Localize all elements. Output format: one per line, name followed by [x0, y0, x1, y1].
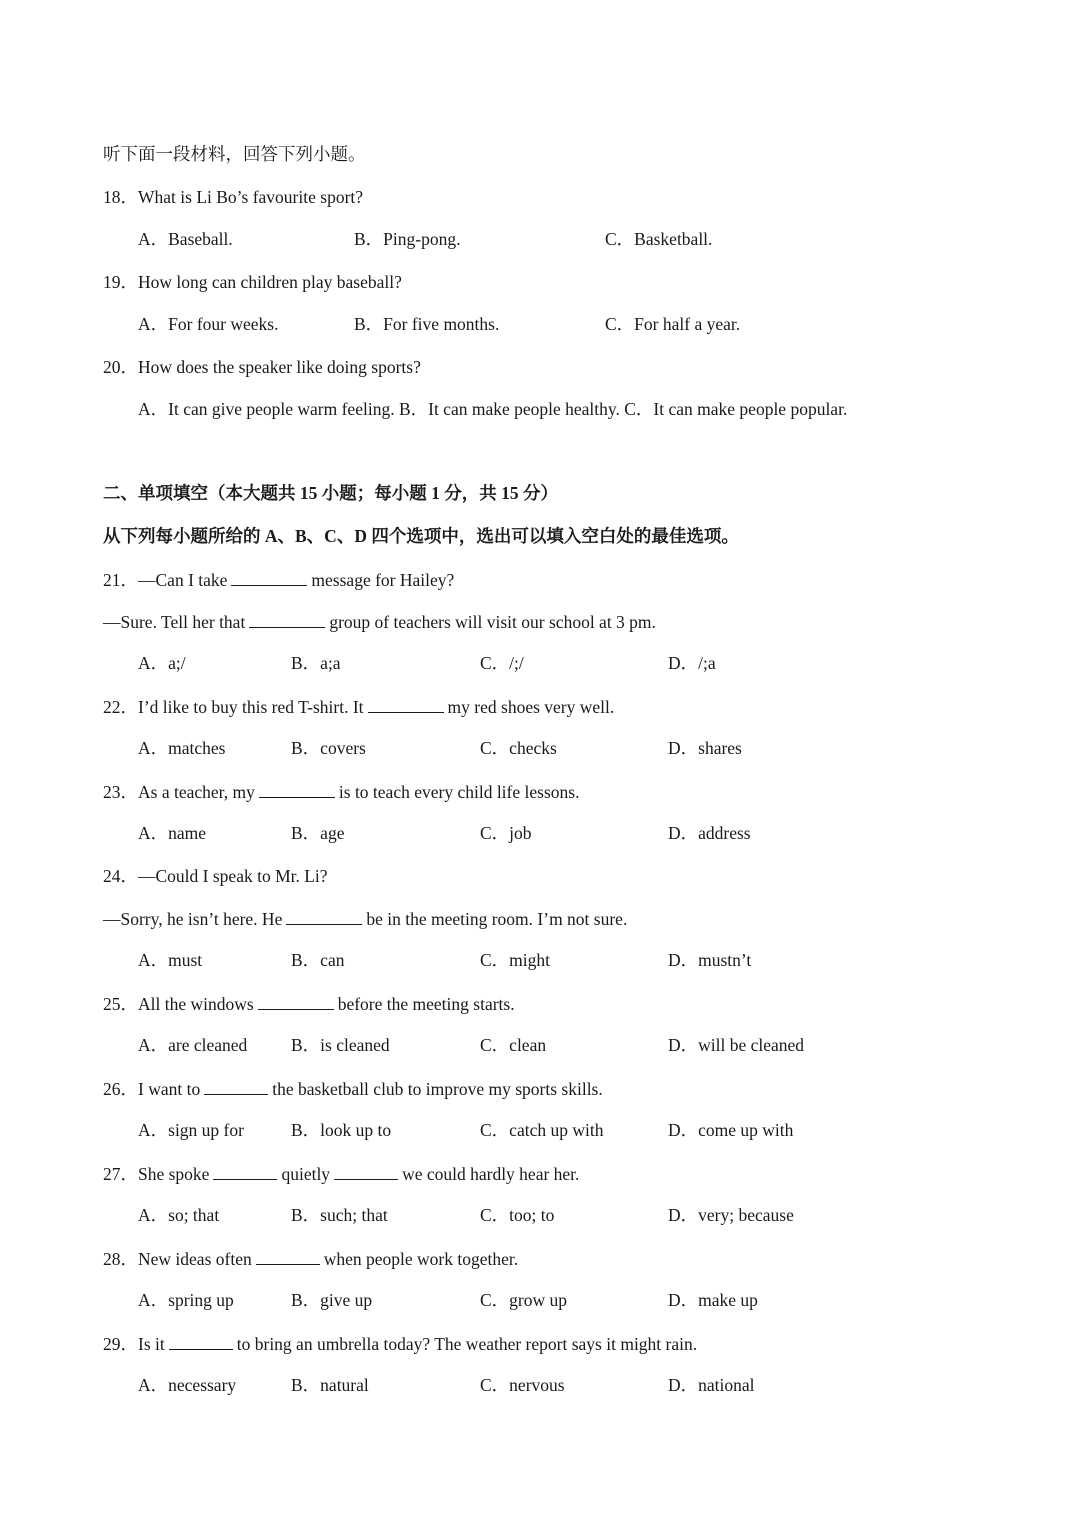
question-stem-part: As a teacher, my: [138, 782, 255, 802]
q28-option-a[interactable]: A．spring up: [138, 1290, 234, 1310]
question-stem-part: She spoke: [138, 1164, 210, 1184]
question-28: [103, 1248, 518, 1269]
answer-blank: [213, 1163, 277, 1180]
q25-option-b[interactable]: B．is cleaned: [291, 1035, 390, 1055]
answer-blank: [368, 696, 444, 713]
question-22: [103, 696, 614, 717]
question-number: 23．: [103, 782, 138, 802]
q27-option-a[interactable]: A．so; that: [138, 1205, 220, 1225]
q29-option-c[interactable]: C．nervous: [480, 1375, 565, 1395]
question-stem-part: New ideas often: [138, 1249, 252, 1269]
question-number: 26．: [103, 1079, 138, 1099]
question-stem-part: group of teachers will visit our school at 3 pm.: [329, 612, 656, 632]
question-19: [103, 272, 402, 292]
question-stem-part: we could hardly hear her.: [402, 1164, 580, 1184]
q19-option-a[interactable]: A．For four weeks.: [138, 314, 279, 334]
q24-option-a[interactable]: A．must: [138, 950, 203, 970]
question-number: 18．: [103, 187, 138, 207]
question-18: [103, 187, 363, 207]
answer-blank: [259, 781, 335, 798]
q29-option-a[interactable]: A．necessary: [138, 1375, 237, 1395]
q26-option-b[interactable]: B．look up to: [291, 1120, 392, 1140]
question-number: 22．: [103, 697, 138, 717]
q22-option-c[interactable]: C．checks: [480, 738, 557, 758]
answer-blank: [334, 1163, 398, 1180]
question-24: [103, 866, 328, 886]
q26-option-d[interactable]: D．come up with: [668, 1120, 794, 1140]
question-20: [103, 357, 421, 377]
question-stem-part: when people work together.: [323, 1249, 519, 1269]
question-number: 21．: [103, 570, 138, 590]
question-stem-part: —Can I take: [138, 570, 228, 590]
answer-blank: [258, 993, 334, 1010]
question-number: 25．: [103, 994, 138, 1014]
question-stem-part: the basketball club to improve my sports skills.: [272, 1079, 603, 1099]
section-2-title: 二、单项填空（本大题共 15 小题；每小题 1 分，共 15 分）: [103, 483, 558, 503]
question-21-line-2: [103, 611, 656, 632]
question-stem-part: —Sorry, he isn’t here. He: [103, 909, 283, 929]
question-stem-part: All the windows: [138, 994, 254, 1014]
listening-intro: 听下面一段材料，回答下列小题。: [103, 144, 366, 164]
question-stem: What is Li Bo’s favourite sport?: [138, 187, 364, 207]
answer-blank: [204, 1078, 268, 1095]
q21-option-d[interactable]: D．/;a: [668, 653, 716, 673]
question-number: 24．: [103, 866, 138, 886]
q18-option-c[interactable]: C．Basketball.: [605, 229, 713, 249]
q23-option-c[interactable]: C．job: [480, 823, 532, 843]
q21-option-b[interactable]: B．a;a: [291, 653, 341, 673]
answer-blank: [169, 1333, 233, 1350]
q23-option-a[interactable]: A．name: [138, 823, 207, 843]
q28-option-b[interactable]: B．give up: [291, 1290, 373, 1310]
q18-option-b[interactable]: B．Ping-pong.: [354, 229, 461, 249]
section-2-instruction: 从下列每小题所给的 A、B、C、D 四个选项中，选出可以填入空白处的最佳选项。: [103, 526, 739, 546]
q18-option-a[interactable]: A．Baseball.: [138, 229, 233, 249]
answer-blank: [231, 569, 307, 586]
q20-options[interactable]: A．It can give people warm feeling. B．It can make people healthy. C．It can make people popular.: [138, 399, 848, 419]
question-number: 20．: [103, 357, 138, 377]
q27-option-d[interactable]: D．very; because: [668, 1205, 794, 1225]
q24-option-c[interactable]: C．might: [480, 950, 551, 970]
question-26: [103, 1078, 603, 1099]
q29-option-b[interactable]: B．natural: [291, 1375, 369, 1395]
question-stem-part: quietly: [281, 1164, 331, 1184]
q24-option-d[interactable]: D．mustn’t: [668, 950, 752, 970]
q23-option-b[interactable]: B．age: [291, 823, 345, 843]
question-stem-part: before the meeting starts.: [337, 994, 515, 1014]
answer-blank: [249, 611, 325, 628]
question-stem-part: be in the meeting room. I’m not sure.: [366, 909, 628, 929]
q22-option-d[interactable]: D．shares: [668, 738, 742, 758]
question-stem-part: my red shoes very well.: [447, 697, 615, 717]
q22-option-a[interactable]: A．matches: [138, 738, 226, 758]
q23-option-d[interactable]: D．address: [668, 823, 751, 843]
question-stem-part: I want to: [138, 1079, 201, 1099]
question-stem-part: Is it: [138, 1334, 165, 1354]
question-number: 28．: [103, 1249, 138, 1269]
question-stem-part: —Could I speak to Mr. Li?: [138, 866, 328, 886]
question-number: 29．: [103, 1334, 138, 1354]
question-stem-part: to bring an umbrella today? The weather report says it might rain.: [236, 1334, 698, 1354]
answer-blank: [256, 1248, 320, 1265]
question-24-line-2: [103, 908, 627, 929]
q27-option-b[interactable]: B．such; that: [291, 1205, 388, 1225]
question-21: [103, 569, 454, 590]
q29-option-d[interactable]: D．national: [668, 1375, 755, 1395]
q24-option-b[interactable]: B．can: [291, 950, 345, 970]
question-number: 27．: [103, 1164, 138, 1184]
question-stem-part: I’d like to buy this red T-shirt. It: [138, 697, 364, 717]
q19-option-b[interactable]: B．For five months.: [354, 314, 500, 334]
q21-option-a[interactable]: A．a;/: [138, 653, 186, 673]
question-stem-part: message for Hailey?: [311, 570, 455, 590]
answer-blank: [286, 908, 362, 925]
q25-option-a[interactable]: A．are cleaned: [138, 1035, 248, 1055]
question-stem: How does the speaker like doing sports?: [138, 357, 421, 377]
question-25: [103, 993, 515, 1014]
question-stem-part: —Sure. Tell her that: [103, 612, 246, 632]
q25-option-d[interactable]: D．will be cleaned: [668, 1035, 805, 1055]
question-23: [103, 781, 579, 802]
q22-option-b[interactable]: B．covers: [291, 738, 366, 758]
question-27: [103, 1163, 579, 1184]
q28-option-c[interactable]: C．grow up: [480, 1290, 568, 1310]
q27-option-c[interactable]: C．too; to: [480, 1205, 555, 1225]
question-number: 19．: [103, 272, 138, 292]
q26-option-a[interactable]: A．sign up for: [138, 1120, 244, 1140]
q28-option-d[interactable]: D．make up: [668, 1290, 758, 1310]
question-29: [103, 1333, 697, 1354]
q25-option-c[interactable]: C．clean: [480, 1035, 547, 1055]
question-stem: How long can children play baseball?: [138, 272, 402, 292]
q26-option-c[interactable]: C．catch up with: [480, 1120, 604, 1140]
q21-option-c[interactable]: C．/;/: [480, 653, 524, 673]
q19-option-c[interactable]: C．For half a year.: [605, 314, 741, 334]
question-stem-part: is to teach every child life lessons.: [338, 782, 580, 802]
